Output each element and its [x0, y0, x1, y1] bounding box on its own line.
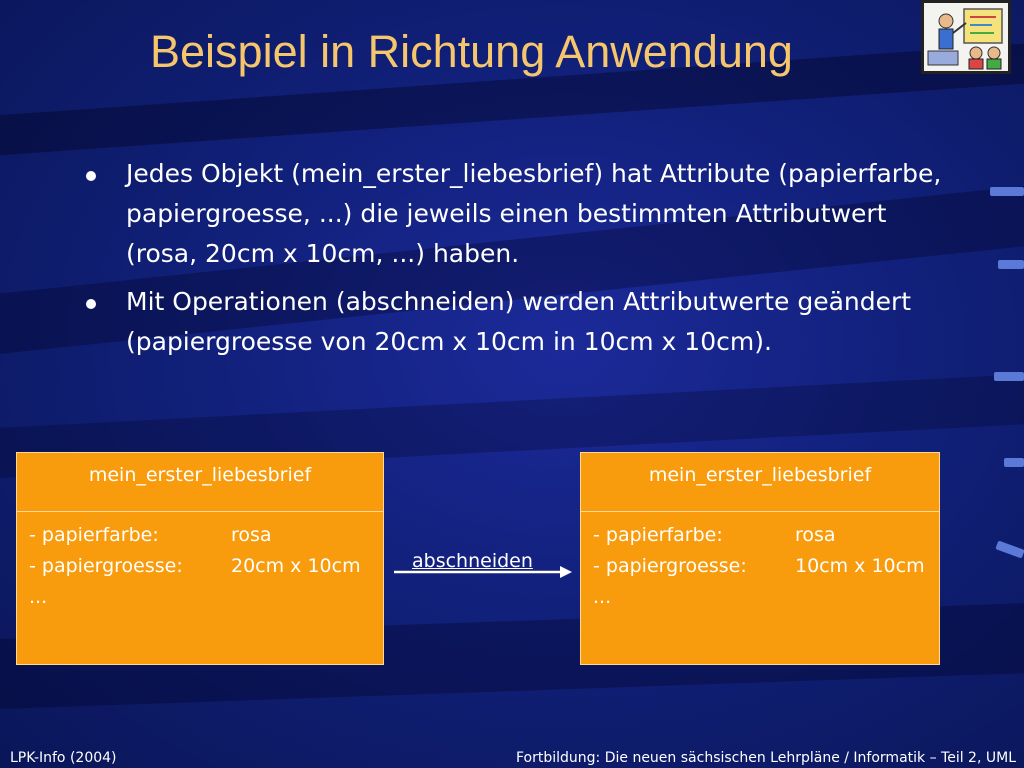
edge-decoration: [1004, 458, 1024, 467]
object-name: mein_erster_liebesbrief: [581, 453, 939, 512]
footer-right: Fortbildung: Die neuen sächsischen Lehrpläne / Informatik – Teil 2, UML: [516, 750, 1016, 766]
attribute-key: - papierfarbe:: [29, 524, 159, 546]
bullet-icon: [86, 171, 96, 181]
attribute-value: 10cm x 10cm: [795, 555, 925, 577]
object-attributes: [17, 512, 383, 613]
bullet-list: [86, 154, 946, 370]
object-name: mein_erster_liebesbrief: [17, 453, 383, 512]
attribute-row: [593, 520, 939, 551]
attribute-value: rosa: [795, 524, 836, 546]
attribute-more: ...: [29, 586, 48, 608]
bullet-text: Mit Operationen (abschneiden) werden Attributwerte geändert (papiergroesse von 20cm x 10cm in 10cm x 10cm).: [126, 287, 912, 356]
object-attributes: [581, 512, 939, 613]
bullet-item: [86, 154, 946, 274]
attribute-more: ...: [593, 586, 612, 608]
attribute-row: [29, 551, 383, 582]
edge-decoration: [990, 187, 1024, 196]
presentation-clipart-icon: [921, 0, 1011, 74]
slide-title: Beispiel in Richtung Anwendung: [150, 26, 793, 77]
attribute-value: 20cm x 10cm: [231, 555, 361, 577]
attribute-row: [593, 551, 939, 582]
footer-left: LPK-Info (2004): [10, 750, 117, 766]
attribute-key: - papiergroesse:: [593, 555, 747, 577]
attribute-row: [29, 520, 383, 551]
bullet-icon: [86, 299, 96, 309]
arrow-right-icon: [392, 548, 572, 584]
attribute-key: - papiergroesse:: [29, 555, 183, 577]
object-box-before: [16, 452, 384, 665]
attribute-key: - papierfarbe:: [593, 524, 723, 546]
attribute-value: rosa: [231, 524, 272, 546]
edge-decoration: [995, 540, 1024, 558]
bullet-item: [86, 282, 946, 362]
object-box-after: [580, 452, 940, 665]
edge-decoration: [994, 372, 1024, 381]
operation-arrow: [392, 548, 572, 584]
edge-decoration: [998, 260, 1024, 269]
presentation-clipart-drawing: [924, 3, 1008, 71]
operation-label: abschneiden: [412, 550, 533, 572]
bullet-text: Jedes Objekt (mein_erster_liebesbrief) hat Attribute (papierfarbe, papiergroesse, ...) die jeweils einen bestimmten Attributwert (rosa, 20cm x 10cm, ...) haben.: [126, 159, 942, 268]
